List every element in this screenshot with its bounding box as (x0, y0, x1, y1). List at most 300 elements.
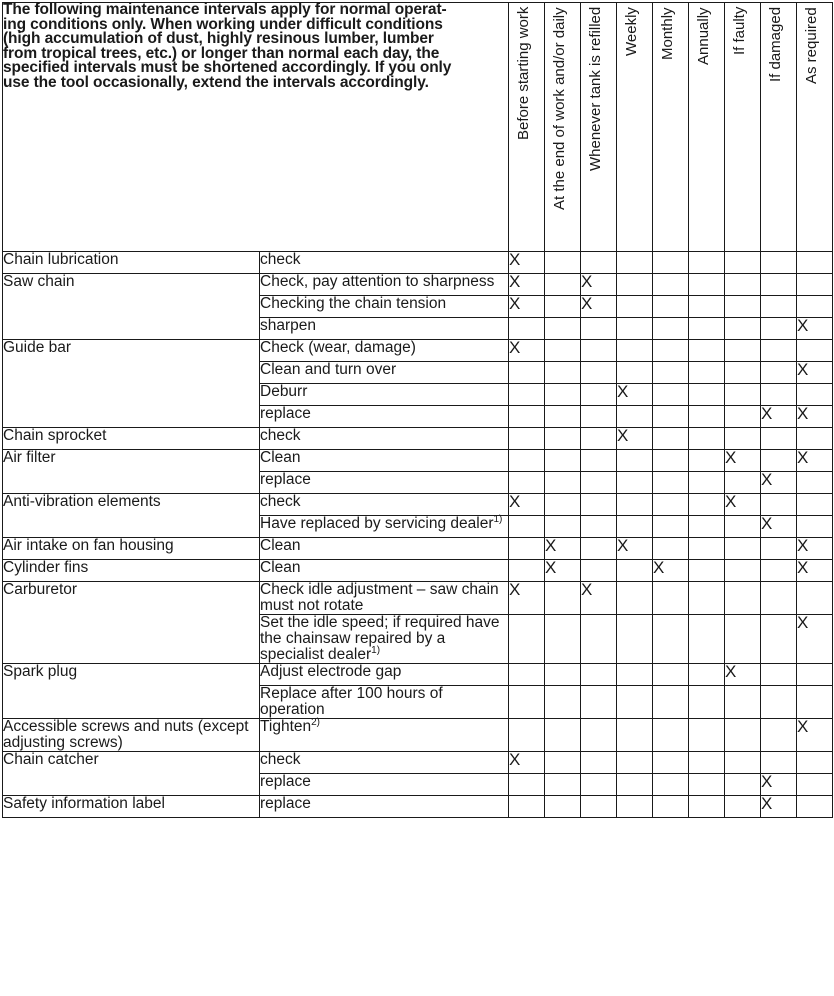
interval-cell (797, 296, 833, 318)
interval-mark: X (509, 338, 521, 357)
interval-mark: X (509, 492, 521, 511)
interval-cell (653, 538, 689, 560)
task-text: check (260, 251, 301, 268)
interval-cell (725, 472, 761, 494)
interval-cell (545, 252, 581, 274)
task-cell (260, 384, 509, 406)
interval-cell (797, 774, 833, 796)
interval-cell (653, 450, 689, 472)
table-row (3, 340, 833, 362)
task-text: Adjust electrode gap (260, 663, 402, 680)
interval-cell (545, 538, 581, 560)
interval-mark: X (509, 750, 521, 769)
interval-cell (689, 538, 725, 560)
interval-cell (581, 752, 617, 774)
interval-cell (545, 582, 581, 615)
table-row (3, 560, 833, 582)
interval-cell (797, 494, 833, 516)
table-row (3, 428, 833, 450)
interval-cell (689, 774, 725, 796)
interval-cell (617, 362, 653, 384)
component-cell: Guide bar (3, 340, 260, 428)
interval-cell (797, 274, 833, 296)
interval-cell (761, 774, 797, 796)
interval-cell (725, 752, 761, 774)
task-text: Replace after 100 hours of operation (260, 685, 443, 718)
interval-mark: X (797, 613, 809, 632)
interval-cell (725, 796, 761, 818)
component-cell: Spark plug (3, 664, 260, 719)
interval-cell (581, 494, 617, 516)
interval-cell (725, 719, 761, 752)
intro-line: from tropical trees, etc.) or longer than normal each day, the (3, 44, 440, 62)
interval-mark: X (509, 250, 521, 269)
interval-cell (545, 318, 581, 340)
interval-mark: X (725, 662, 737, 681)
interval-cell (797, 252, 833, 274)
component-cell: Safety information label (3, 796, 260, 818)
interval-cell (689, 274, 725, 296)
interval-cell (545, 796, 581, 818)
interval-cell (725, 428, 761, 450)
interval-cell (653, 472, 689, 494)
interval-cell (581, 615, 617, 664)
interval-cell (581, 406, 617, 428)
interval-cell (761, 384, 797, 406)
interval-mark: X (797, 558, 809, 577)
task-cell (260, 538, 509, 560)
interval-cell (509, 274, 545, 296)
interval-cell (581, 340, 617, 362)
column-header (509, 3, 545, 252)
interval-cell (545, 274, 581, 296)
interval-cell (545, 362, 581, 384)
interval-cell (689, 472, 725, 494)
interval-cell (689, 428, 725, 450)
task-text: Checking the chain tension (260, 295, 447, 312)
interval-cell (689, 516, 725, 538)
task-text: replace (260, 471, 311, 488)
interval-cell (509, 318, 545, 340)
interval-cell (581, 318, 617, 340)
task-text: Clean and turn over (260, 361, 397, 378)
interval-mark: X (725, 448, 737, 467)
task-cell (260, 582, 509, 615)
interval-cell (581, 472, 617, 494)
interval-cell (725, 406, 761, 428)
table-row (3, 450, 833, 472)
interval-mark: X (653, 558, 665, 577)
maintenance-table (2, 2, 833, 818)
table-row (3, 719, 833, 752)
column-header (797, 3, 833, 252)
task-cell (260, 716, 509, 752)
interval-cell (761, 450, 797, 472)
intro-line: specified intervals must be shortened accordingly. If you only (3, 59, 452, 76)
interval-cell (653, 252, 689, 274)
intro-line: (high accumulation of dust, highly resinous lumber, lumber (3, 30, 434, 47)
interval-cell (581, 686, 617, 719)
interval-cell (509, 428, 545, 450)
task-text: Check (wear, damage) (260, 339, 416, 356)
interval-cell (797, 472, 833, 494)
interval-cell (653, 318, 689, 340)
interval-cell (761, 582, 797, 615)
interval-cell (725, 340, 761, 362)
interval-cell (689, 384, 725, 406)
interval-cell (689, 252, 725, 274)
interval-cell (653, 274, 689, 296)
interval-cell (581, 538, 617, 560)
task-cell (260, 252, 509, 274)
interval-cell (761, 318, 797, 340)
interval-cell (509, 538, 545, 560)
interval-cell (509, 362, 545, 384)
interval-cell (653, 686, 689, 719)
interval-cell (653, 362, 689, 384)
interval-cell (689, 450, 725, 472)
interval-cell (617, 296, 653, 318)
interval-cell (725, 664, 761, 686)
interval-cell (725, 252, 761, 274)
intro-text (3, 3, 509, 252)
task-text: Check idle adjustment – saw chain must not rotate (260, 581, 499, 614)
interval-mark: X (725, 492, 737, 511)
interval-cell (509, 296, 545, 318)
table-row (3, 538, 833, 560)
interval-cell (509, 450, 545, 472)
task-text: Set the idle speed; if required have the chainsaw repaired by a specialist dealer (260, 614, 500, 663)
interval-cell (653, 494, 689, 516)
component-cell: Saw chain (3, 274, 260, 340)
table-body (3, 252, 833, 818)
column-header-label: Before starting work (515, 7, 533, 141)
interval-cell (617, 472, 653, 494)
column-header (581, 3, 617, 252)
interval-cell (545, 516, 581, 538)
task-text: Deburr (260, 383, 308, 400)
interval-cell (653, 664, 689, 686)
interval-cell (509, 406, 545, 428)
table-row (3, 664, 833, 686)
interval-cell (581, 796, 617, 818)
interval-cell (581, 274, 617, 296)
interval-cell (761, 274, 797, 296)
interval-cell (797, 516, 833, 538)
interval-cell (797, 428, 833, 450)
interval-cell (545, 752, 581, 774)
interval-cell (761, 406, 797, 428)
interval-cell (545, 296, 581, 318)
interval-mark: X (761, 514, 773, 533)
interval-cell (725, 774, 761, 796)
component-cell: Accessible screws and nuts (except adjusting screws) (3, 719, 260, 752)
interval-cell (725, 686, 761, 719)
interval-mark: X (797, 360, 809, 379)
interval-cell (761, 686, 797, 719)
interval-cell (581, 296, 617, 318)
interval-cell (617, 340, 653, 362)
task-text: Check, pay attention to sharpness (260, 273, 495, 290)
interval-mark: X (761, 404, 773, 423)
column-header-label: Monthly (659, 7, 677, 60)
interval-cell (725, 384, 761, 406)
table-row (3, 252, 833, 274)
task-cell (260, 615, 509, 664)
task-cell (260, 274, 509, 296)
interval-mark: X (797, 717, 809, 736)
interval-cell (689, 615, 725, 664)
interval-cell (581, 450, 617, 472)
task-cell (260, 472, 509, 494)
column-header (545, 3, 581, 252)
interval-cell (617, 560, 653, 582)
footnote-marker: 1) (371, 644, 381, 656)
interval-mark: X (581, 580, 593, 599)
interval-cell (581, 362, 617, 384)
task-text: Clean (260, 449, 301, 466)
interval-cell (689, 340, 725, 362)
table-row (3, 494, 833, 516)
interval-cell (509, 686, 545, 719)
column-header-label: As required (803, 7, 821, 84)
interval-mark: X (761, 470, 773, 489)
interval-mark: X (509, 272, 521, 291)
intro-line: ing conditions only. When working under difficult conditions (3, 15, 443, 33)
interval-cell (653, 582, 689, 615)
interval-cell (797, 450, 833, 472)
interval-cell (725, 450, 761, 472)
table-row (3, 796, 833, 818)
interval-mark: X (797, 448, 809, 467)
interval-cell (725, 274, 761, 296)
task-cell (260, 752, 509, 774)
column-header-label: Weekly (623, 7, 641, 56)
interval-cell (689, 664, 725, 686)
interval-cell (653, 296, 689, 318)
interval-cell (617, 252, 653, 274)
interval-cell (545, 384, 581, 406)
interval-cell (581, 560, 617, 582)
intro-line: use the tool occasionally, extend the intervals accordingly. (3, 73, 429, 91)
interval-cell (689, 318, 725, 340)
interval-cell (797, 384, 833, 406)
interval-cell (617, 615, 653, 664)
interval-mark: X (581, 294, 593, 313)
table-header-row (3, 3, 833, 252)
task-text: replace (260, 773, 311, 790)
interval-cell (797, 796, 833, 818)
interval-cell (689, 296, 725, 318)
component-cell: Air filter (3, 450, 260, 494)
interval-cell (617, 719, 653, 752)
task-text: replace (260, 795, 311, 812)
interval-mark: X (581, 272, 593, 291)
interval-cell (761, 428, 797, 450)
interval-cell (689, 560, 725, 582)
interval-cell (653, 719, 689, 752)
interval-cell (797, 719, 833, 752)
column-header-label: Whenever tank is refilled (587, 7, 605, 172)
interval-cell (509, 494, 545, 516)
interval-cell (797, 664, 833, 686)
interval-cell (689, 752, 725, 774)
footnote-marker: 1) (493, 513, 503, 525)
interval-cell (617, 686, 653, 719)
interval-cell (581, 384, 617, 406)
component-cell: Anti-vibration elements (3, 494, 260, 538)
column-header (725, 3, 761, 252)
interval-cell (545, 494, 581, 516)
interval-cell (581, 252, 617, 274)
interval-cell (689, 796, 725, 818)
interval-mark: X (509, 294, 521, 313)
interval-mark: X (617, 536, 629, 555)
interval-cell (797, 686, 833, 719)
task-cell (260, 664, 509, 686)
interval-cell (509, 340, 545, 362)
interval-cell (509, 582, 545, 615)
interval-cell (545, 428, 581, 450)
interval-cell (797, 582, 833, 615)
interval-cell (581, 719, 617, 752)
interval-cell (617, 494, 653, 516)
interval-cell (689, 686, 725, 719)
interval-cell (509, 615, 545, 664)
interval-cell (617, 582, 653, 615)
interval-mark: X (761, 772, 773, 791)
task-text: sharpen (260, 317, 317, 334)
interval-cell (689, 406, 725, 428)
interval-cell (797, 615, 833, 664)
task-cell (260, 560, 509, 582)
interval-cell (761, 664, 797, 686)
interval-cell (797, 318, 833, 340)
interval-cell (689, 719, 725, 752)
interval-cell (797, 538, 833, 560)
interval-cell (797, 560, 833, 582)
interval-cell (653, 384, 689, 406)
table-row (3, 274, 833, 296)
task-cell (260, 296, 509, 318)
task-cell (260, 513, 509, 538)
table-row (3, 582, 833, 615)
task-cell (260, 686, 509, 719)
task-cell (260, 450, 509, 472)
interval-cell (725, 318, 761, 340)
interval-cell (653, 796, 689, 818)
interval-cell (689, 494, 725, 516)
task-cell (260, 494, 509, 516)
interval-cell (761, 494, 797, 516)
column-header (617, 3, 653, 252)
task-cell (260, 318, 509, 340)
interval-cell (545, 615, 581, 664)
interval-cell (653, 615, 689, 664)
interval-cell (545, 719, 581, 752)
interval-cell (653, 406, 689, 428)
interval-cell (725, 296, 761, 318)
column-header-label: At the end of work and/or daily (551, 7, 569, 210)
task-cell (260, 340, 509, 362)
interval-cell (509, 664, 545, 686)
interval-cell (653, 340, 689, 362)
interval-cell (581, 664, 617, 686)
interval-cell (761, 340, 797, 362)
interval-cell (509, 752, 545, 774)
interval-cell (545, 450, 581, 472)
interval-cell (653, 560, 689, 582)
interval-cell (509, 516, 545, 538)
interval-cell (545, 664, 581, 686)
interval-cell (509, 774, 545, 796)
interval-cell (653, 516, 689, 538)
interval-cell (689, 362, 725, 384)
interval-cell (761, 538, 797, 560)
interval-mark: X (545, 558, 557, 577)
interval-cell (617, 318, 653, 340)
interval-cell (761, 516, 797, 538)
interval-cell (617, 406, 653, 428)
interval-cell (545, 686, 581, 719)
interval-mark: X (797, 404, 809, 423)
task-text: check (260, 493, 301, 510)
interval-cell (509, 472, 545, 494)
column-header (653, 3, 689, 252)
column-header (761, 3, 797, 252)
interval-mark: X (797, 536, 809, 555)
interval-cell (653, 428, 689, 450)
component-cell: Chain lubrication (3, 252, 260, 274)
component-cell: Cylinder fins (3, 560, 260, 582)
task-cell (260, 406, 509, 428)
interval-mark: X (617, 382, 629, 401)
task-cell (260, 796, 509, 818)
interval-cell (761, 752, 797, 774)
task-text: Clean (260, 559, 301, 576)
footnote-marker: 2) (311, 716, 321, 728)
interval-mark: X (509, 580, 521, 599)
interval-cell (797, 362, 833, 384)
task-cell (260, 774, 509, 796)
interval-cell (725, 516, 761, 538)
column-header-label: If damaged (767, 7, 785, 83)
interval-cell (509, 252, 545, 274)
component-cell: Carburetor (3, 582, 260, 664)
interval-mark: X (761, 794, 773, 813)
interval-cell (761, 615, 797, 664)
interval-cell (617, 274, 653, 296)
task-text: replace (260, 405, 311, 422)
task-text: Have replaced by servicing dealer (260, 515, 494, 532)
interval-cell (797, 406, 833, 428)
interval-cell (581, 774, 617, 796)
interval-cell (761, 252, 797, 274)
table-row (3, 752, 833, 774)
intro-line: The following maintenance intervals apply for normal operat- (3, 1, 447, 18)
column-header (689, 3, 725, 252)
interval-cell (581, 516, 617, 538)
interval-cell (725, 362, 761, 384)
interval-cell (509, 384, 545, 406)
task-text: Tighten (260, 718, 312, 735)
interval-cell (617, 384, 653, 406)
interval-cell (617, 450, 653, 472)
interval-cell (761, 719, 797, 752)
interval-cell (617, 428, 653, 450)
interval-cell (725, 582, 761, 615)
interval-cell (725, 560, 761, 582)
